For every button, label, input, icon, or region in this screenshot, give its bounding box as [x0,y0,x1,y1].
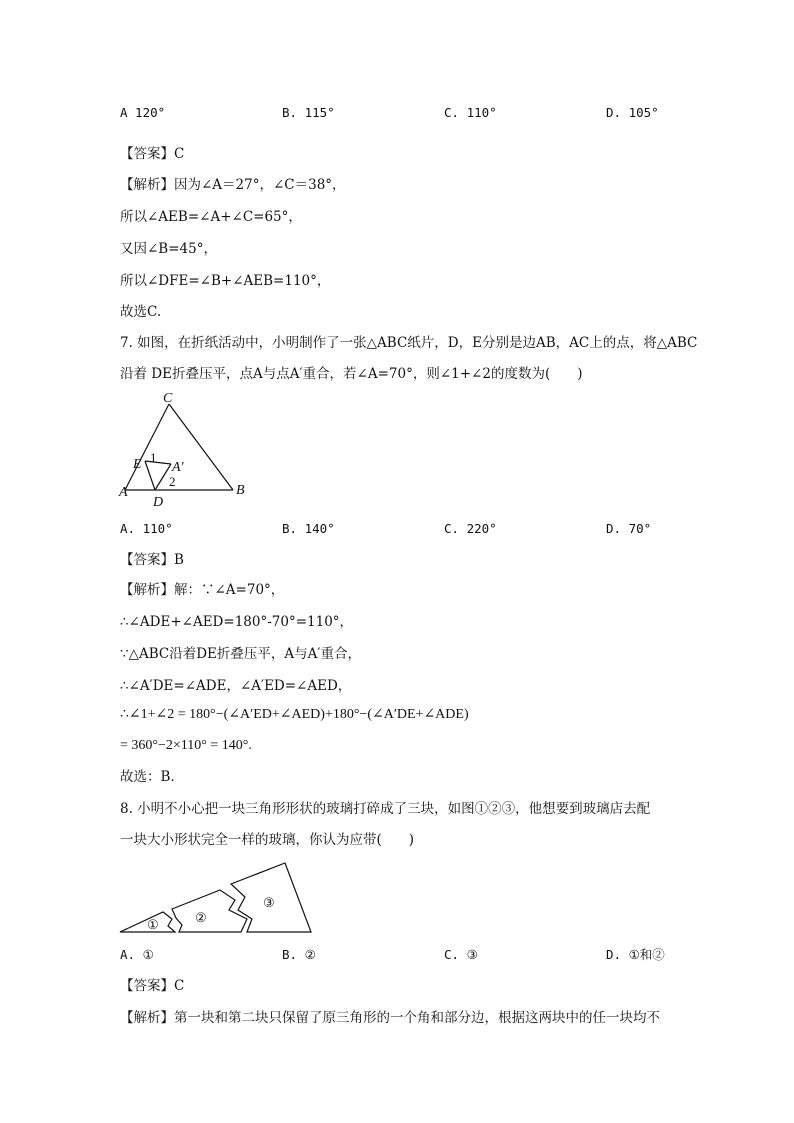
q7-analysis-line: ∵△ABC沿着DE折叠压平，A与A′重合， [120,646,361,662]
q7-stem-line: 7. 如图，在折纸活动中，小明制作了一张△ABC纸片，D，E分别是边AB，AC上的点，将△ABC [120,335,698,351]
label-e: E [133,457,142,472]
q6-answer: 【答案】C [120,146,185,162]
q7-option-a: A. 110° [120,521,173,536]
q7-folded-triangle-figure [115,388,255,512]
q6-analysis-line: 【解析】因为∠A＝27°，∠C＝38°， [120,177,346,193]
label-d: D [153,495,164,510]
q6-analysis-line: 所以∠AEB=∠A+∠C=65°， [120,209,302,225]
q7-option-d: D. 70° [606,521,652,536]
q8-option-d: D. ①和② [606,947,665,962]
q6-option-d: D. 105° [606,105,659,120]
q7-analysis-formula: = 360°−2×110° = 140°. [120,738,252,753]
q8-analysis-line: 【解析】第一块和第二块只保留了原三角形的一个角和部分边，根据这两块中的任一块均不 [120,1010,660,1026]
q8-broken-glass-figure [115,855,320,938]
q7-stem-line: 沿着 DE折叠压平，点A与点A′重合，若∠A=70°，则∠1+∠2的度数为( ) [120,366,583,382]
fold-line-de [145,461,155,490]
piece-1-label: ① [147,917,159,932]
q6-analysis-line: 故选C. [120,304,162,320]
q8-option-b: B. ② [282,947,316,962]
q7-answer: 【答案】B [120,552,184,568]
piece-3-label: ③ [263,895,275,910]
piece-2-label: ② [195,910,207,925]
label-angle-1: 1 [150,450,157,465]
q8-answer: 【答案】C [120,978,185,994]
q7-option-c: C. 220° [444,521,497,536]
q8-stem-line: 8. 小明不小心把一块三角形形状的玻璃打碎成了三块，如图①②③，他想要到玻璃店去配 [120,801,651,817]
q8-option-c: C. ③ [444,947,478,962]
q8-option-a: A. ① [120,947,154,962]
label-angle-2: 2 [169,474,176,489]
q6-option-b: B. 115° [282,105,335,120]
label-c: C [163,391,173,406]
q6-option-c: C. 110° [444,105,497,120]
edge-bc [169,404,233,490]
q7-analysis-line: 【解析】解：∵∠A=70°， [120,582,285,598]
label-b: B [236,483,245,498]
q6-analysis-line: 所以∠DFE=∠B+∠AEB=110°， [120,273,331,289]
label-a-prime: A′ [172,460,184,475]
q7-option-b: B. 140° [282,521,335,536]
q6-analysis-line: 又因∠B=45°， [120,241,217,257]
q7-analysis-line: ∴∠A′DE=∠ADE，∠A′ED=∠AED， [120,678,352,694]
label-a: A [119,485,128,500]
q6-option-a: A 120° [120,105,166,120]
q8-stem-line: 一块大小形状完全一样的玻璃，你认为应带( ) [120,832,415,848]
glass-piece-2 [172,890,247,932]
q7-analysis-line: 故选：B. [120,769,175,785]
q7-analysis-line: ∴∠ADE+∠AED=180°-70°=110°， [120,614,354,630]
folded-edge-ea [145,461,171,464]
q7-analysis-formula: ∴∠1+∠2 = 180°−(∠A′ED+∠AED)+180°−(∠A′DE+∠ADE) [120,707,469,722]
